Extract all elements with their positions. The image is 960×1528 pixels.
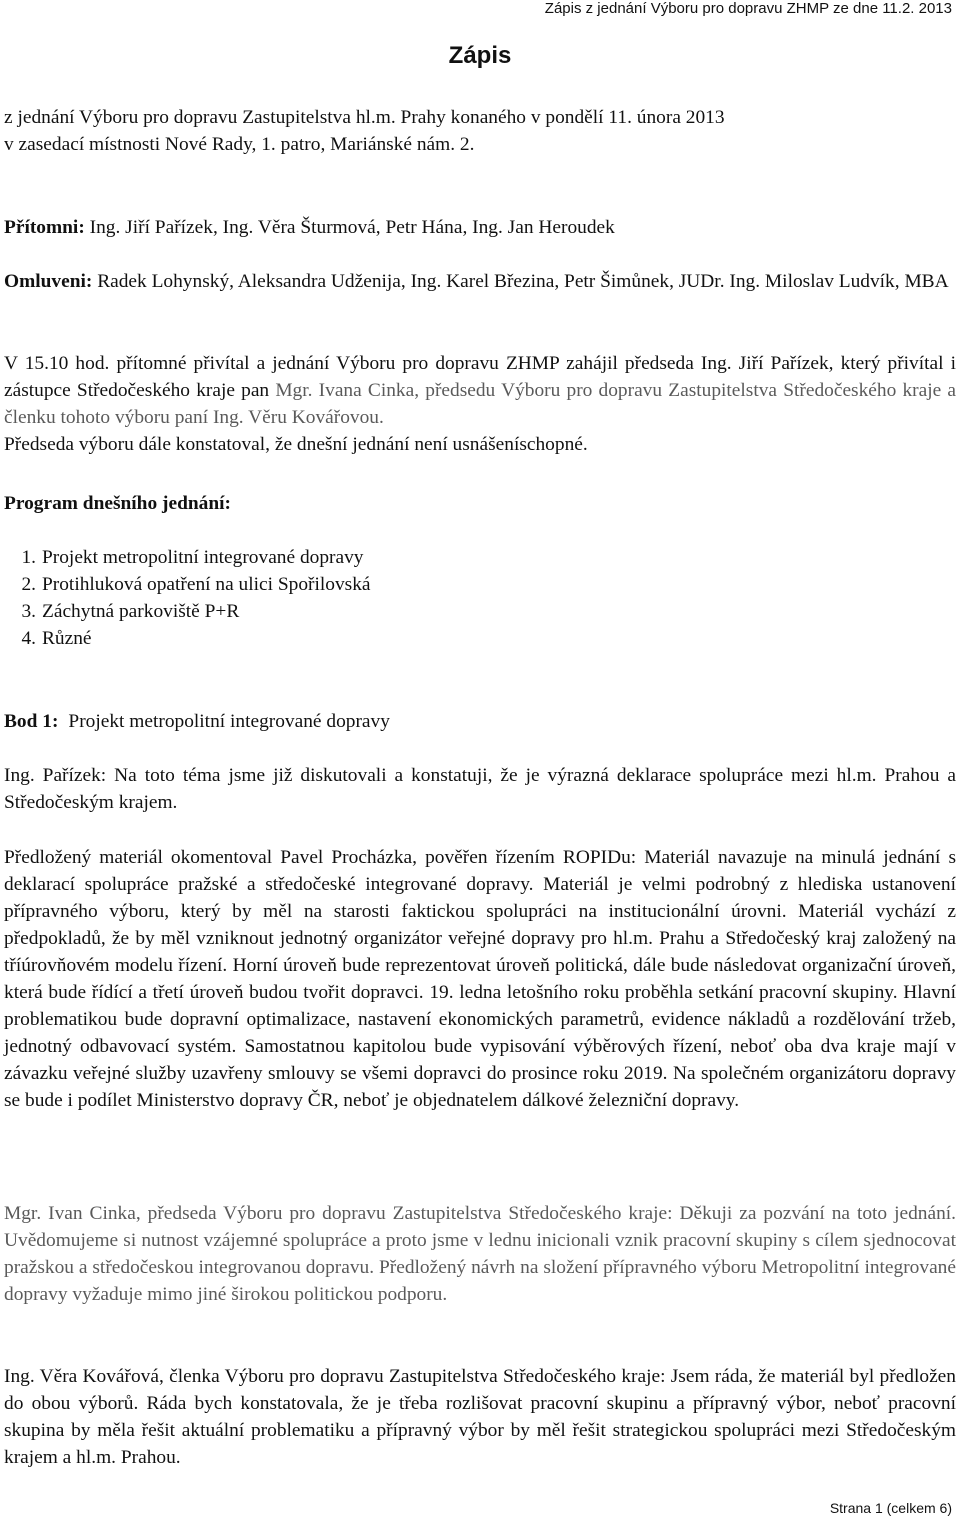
- program-list: [4, 544, 956, 652]
- program-heading: Program dnešního jednání:: [4, 493, 231, 514]
- program-item: 2. Protihluková opatření na ulici Spořilovská: [21, 574, 371, 595]
- present-label: Přítomni:: [4, 217, 85, 238]
- item1-title: Projekt metropolitní integrované dopravy: [68, 711, 390, 732]
- paragraph-prochazka: Předložený materiál okomentoval Pavel Procházka, pověřen řízením ROPIDu: Materiál navazuje na minulá jednání s deklarací spolupráce pražské a středočeské integrované dopravy. Materiál je velmi podrobný z hlediska ustanovení přípravného výboru, který by měl na starosti faktickou spolupráci na institucionální úrovni. Materiál vychází z předpokladů, že by měl vzniknout jednotný organizátor veřejné dopravy pro hl.m. Prahu a Středočeský kraj založený na tříúrovňovém modelu řízení. Horní úroveň bude reprezentovat úroveň politická, dále bude následovat organizační úroveň, která bude řídící a třetí úroveň budou tvořit dopravci. 19. ledna letošního roku proběhla setkání pracovní skupiny. Hlavní problematikou bude dopravní optimalizace, nastavení ekonomických parametrů, evidence nákladů a rozdělování tržeb, jednotný odbavovací systém. Samostatnou kapitolou bude vypisování výběrových řízení, neboť oba dva kraje mají v závazku veřejné služby uzavřeny smlouvy se všemi dopravci do prosince roku 2019. Na společném organizátoru dopravy se bude i podílet Ministerstvo dopravy ČR, neboť je objednatelem dálkové železniční dopravy.: [4, 847, 956, 1111]
- paragraph-parizek: Ing. Pařízek: Na toto téma jsme již diskutovali a konstatuji, že je výrazná deklarace spolupráce mezi hl.m. Prahou a Středočeským krajem.: [4, 765, 956, 813]
- excused-label: Omluveni:: [4, 271, 93, 292]
- present-names: Ing. Jiří Pařízek, Ing. Věra Šturmová, Petr Hána, Ing. Jan Heroudek: [84, 217, 615, 238]
- excused-names: Radek Lohynský, Aleksandra Udženija, Ing. Karel Březina, Petr Šimůnek, JUDr. Ing. Miloslav Ludvík, MBA: [92, 271, 949, 292]
- program-item: 3. Záchytná parkoviště P+R: [21, 601, 240, 622]
- running-header: Zápis z jednání Výboru pro dopravu ZHMP ze dne 11.2. 2013: [544, 0, 952, 17]
- attendees-excused: [4, 268, 956, 295]
- opening-text-1: V 15.10 hod. přítomné přivítal a jednání Výboru pro dopravu ZHMP zahájil předseda Ing. Jiří Pařízek, který přivítal i zástupce Středočeského kraje pan: [4, 353, 956, 401]
- paragraph-cinka: Mgr. Ivan Cinka, předseda Výboru pro dopravu Zastupitelstva Středočeského kraje: Děkuji za pozvání na toto jednání. Uvědomujeme si nutnost vzájemné spolupráce a proto jsme v lednu inicionali vznik pracovní skupiny s cílem sjednocovat pražskou a středočeskou integrovanou dopravu. Předložený návrh na složení přípravného výboru Metropolitní integrované dopravy vyžaduje mimo jiné širokou politickou podporu.: [4, 1203, 956, 1305]
- program-item: 4. Různé: [21, 628, 92, 649]
- intro-line-2: v zasedací místnosti Nové Rady, 1. patro, Mariánské nám. 2.: [4, 134, 475, 155]
- item1-heading: [4, 708, 956, 735]
- item1-label: Bod 1:: [4, 711, 59, 732]
- program-item: 1. Projekt metropolitní integrované dopravy: [21, 547, 364, 568]
- opening-text-2: Mgr. Ivana Cinka, předsedu Výboru pro dopravu Zastupitelstva Středočeského kraje a členku tohoto výboru paní Ing. Věru Kovářovou.: [4, 380, 957, 428]
- paragraph-kovarova: Ing. Věra Kovářová, členka Výboru pro dopravu Zastupitelstva Středočeského kraje: Jsem ráda, že materiál byl předložen do obou výborů. Ráda bych konstatovala, že je třeba rozlišovat pracovní skupinu a přípravný výbor, neboť pracovní skupina by měla řešit aktuální problematiku a přípravný výbor by měl řešit strategickou spolupráci mezi Středočeským krajem a hl.m. Prahou.: [4, 1366, 956, 1468]
- document-title: Zápis: [448, 42, 512, 69]
- attendees-present: [4, 214, 956, 241]
- opening-paragraph: [4, 350, 956, 458]
- intro-paragraph: [4, 104, 956, 158]
- page-number: Strana 1 (celkem 6): [829, 1500, 952, 1516]
- intro-line-1: z jednání Výboru pro dopravu Zastupitelstva hl.m. Prahy konaného v pondělí 11. února 2013: [4, 107, 725, 128]
- opening-text-3: Předseda výboru dále konstatoval, že dnešní jednání není usnášeníschopné.: [4, 434, 588, 455]
